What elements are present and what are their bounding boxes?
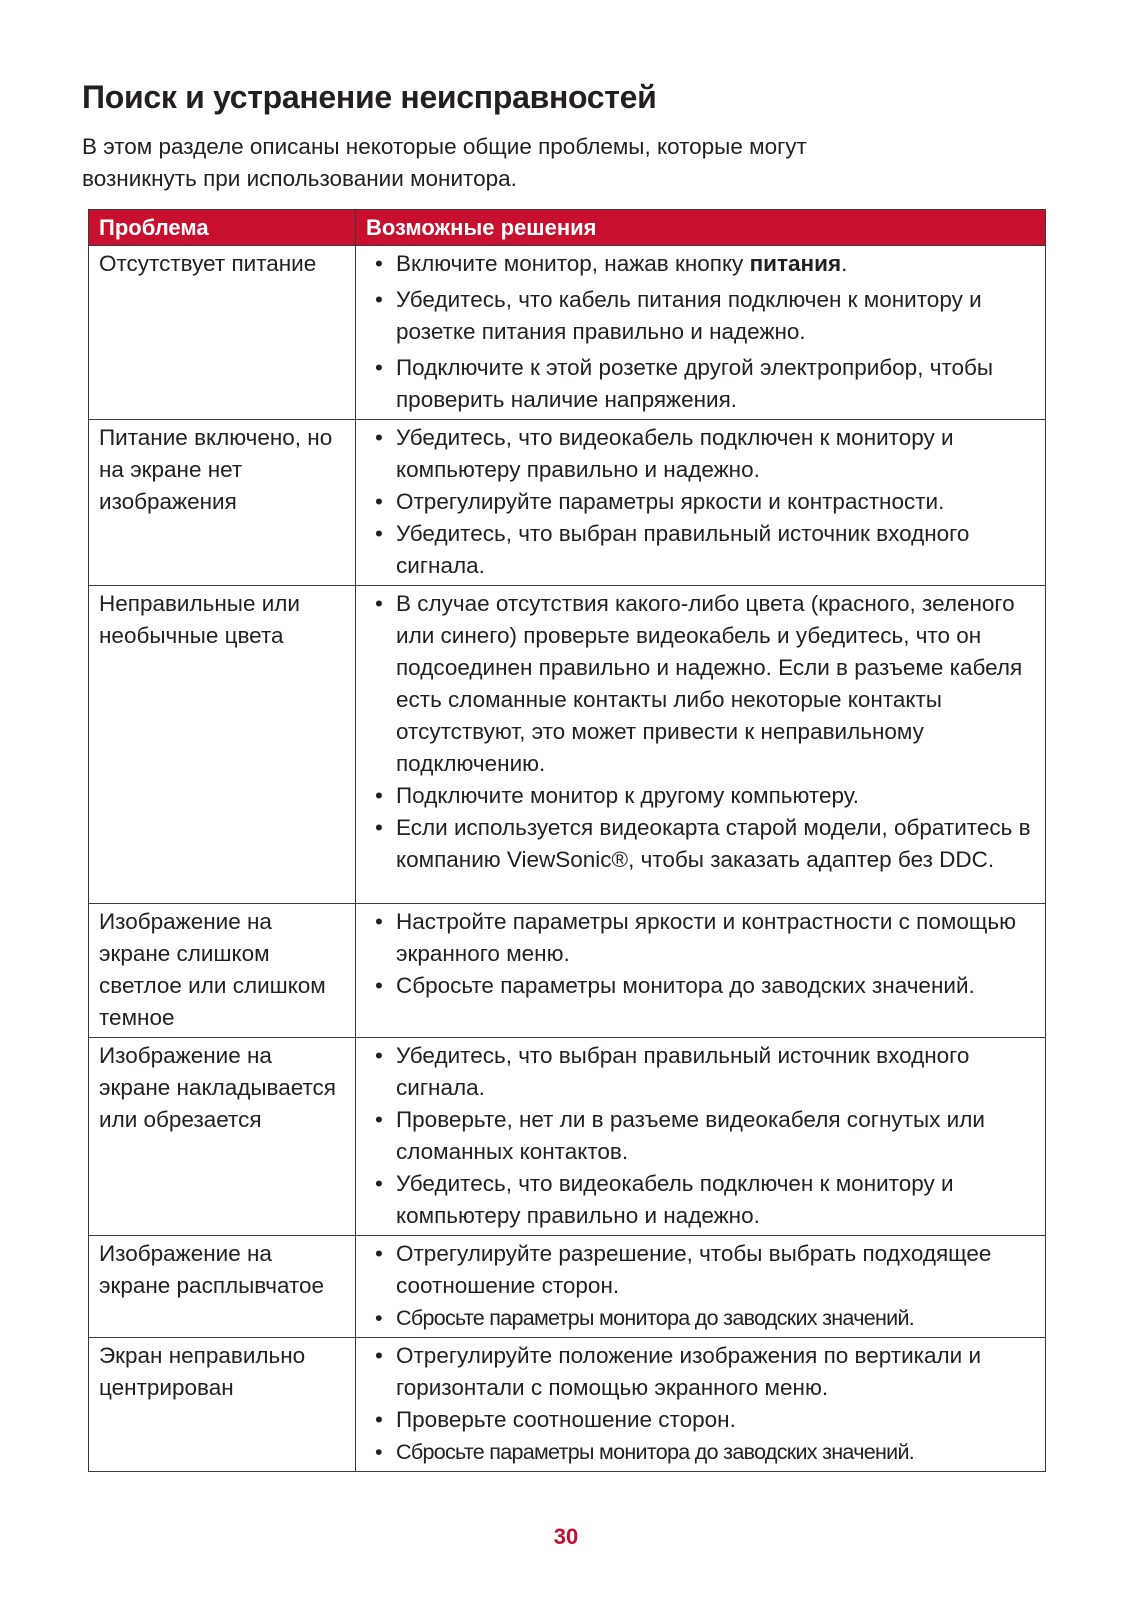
table-row xyxy=(89,1038,1046,1236)
solutions-cell xyxy=(356,904,1046,1038)
solution-item: • Убедитесь, что кабель питания подключен к монитору и розетке питания правильно и надежно. xyxy=(366,284,1037,348)
solution-item: • В случае отсутствия какого-либо цвета (красного, зеленого или синего) проверьте видеокабель и убедитесь, что он подсоединен правильно и надежно. Если в разъеме кабеля есть сломанные контакты либо некоторые контакты отсутствуют, это может привести к неправильному подключению. xyxy=(366,588,1037,780)
solution-item: • Отрегулируйте параметры яркости и контрастности. xyxy=(366,486,1037,518)
header-problem: Проблема xyxy=(89,210,356,246)
solution-item: • Настройте параметры яркости и контрастности с помощью экранного меню. xyxy=(366,906,1037,970)
solution-text-before: Включите монитор, нажав кнопку xyxy=(396,251,750,276)
solution-list xyxy=(366,422,1037,582)
page-number: 30 xyxy=(553,1524,579,1549)
table-row xyxy=(89,246,1046,420)
solution-list xyxy=(366,1238,1037,1334)
solutions-cell xyxy=(356,246,1046,420)
table-header-row xyxy=(89,210,1046,246)
table-row xyxy=(89,1236,1046,1338)
solution-item: • Сбросьте параметры монитора до заводских значений. xyxy=(366,1436,1037,1468)
intro-paragraph xyxy=(82,131,1012,195)
problem-cell: Неправильные или необычные цвета xyxy=(89,586,356,904)
problem-cell: Питание включено, но на экране нет изображения xyxy=(89,420,356,586)
solution-list xyxy=(366,1340,1037,1468)
problem-cell: Экран неправильно центрирован xyxy=(89,1338,356,1472)
solutions-cell xyxy=(356,586,1046,904)
page-title: Поиск и устранение неисправностей xyxy=(82,79,657,115)
solutions-cell xyxy=(356,1236,1046,1338)
solutions-cell xyxy=(356,1338,1046,1472)
solution-list xyxy=(366,588,1037,876)
solutions-cell xyxy=(356,1038,1046,1236)
intro-line-1: В этом разделе описаны некоторые общие проблемы, которые могут xyxy=(82,134,807,159)
table-row xyxy=(89,904,1046,1038)
header-solutions: Возможные решения xyxy=(356,210,1046,246)
solution-item xyxy=(366,248,1037,280)
solution-text-after: . xyxy=(841,251,848,276)
power-button-label: питания xyxy=(749,251,842,276)
solution-item: • Проверьте соотношение сторон. xyxy=(366,1404,1037,1436)
problem-cell: Изображение на экране расплывчатое xyxy=(89,1236,356,1338)
solution-item: • Убедитесь, что видеокабель подключен к монитору и компьютеру правильно и надежно. xyxy=(366,422,1037,486)
solution-item: • Проверьте, нет ли в разъеме видеокабеля согнутых или сломанных контактов. xyxy=(366,1104,1037,1168)
solution-item: • Подключите монитор к другому компьютеру. xyxy=(366,780,1037,812)
problem-cell: Изображение на экране накладывается или обрезается xyxy=(89,1038,356,1236)
solution-list xyxy=(366,248,1037,416)
solution-list xyxy=(366,1040,1037,1232)
solution-item: • Отрегулируйте разрешение, чтобы выбрать подходящее соотношение сторон. xyxy=(366,1238,1037,1302)
solution-item: • Убедитесь, что выбран правильный источник входного сигнала. xyxy=(366,1040,1037,1104)
table-row xyxy=(89,1338,1046,1472)
table-row xyxy=(89,420,1046,586)
solution-list xyxy=(366,906,1037,1002)
troubleshooting-table xyxy=(88,209,1046,1472)
table-row xyxy=(89,586,1046,904)
solutions-cell xyxy=(356,420,1046,586)
problem-cell: Изображение на экране слишком светлое или слишком темное xyxy=(89,904,356,1038)
solution-item: • Сбросьте параметры монитора до заводских значений. xyxy=(366,970,1037,1002)
solution-item: • Убедитесь, что видеокабель подключен к монитору и компьютеру правильно и надежно. xyxy=(366,1168,1037,1232)
solution-item: • Убедитесь, что выбран правильный источник входного сигнала. xyxy=(366,518,1037,582)
solution-item: • Сбросьте параметры монитора до заводских значений. xyxy=(366,1302,1037,1334)
intro-line-2: возникнуть при использовании монитора. xyxy=(82,166,517,191)
solution-item: • Если используется видеокарта старой модели, обратитесь в компанию ViewSonic®, чтобы заказать адаптер без DDC. xyxy=(366,812,1037,876)
problem-cell: Отсутствует питание xyxy=(89,246,356,420)
solution-item: • Отрегулируйте положение изображения по вертикали и горизонтали с помощью экранного меню. xyxy=(366,1340,1037,1404)
solution-item: • Подключите к этой розетке другой электроприбор, чтобы проверить наличие напряжения. xyxy=(366,352,1037,416)
